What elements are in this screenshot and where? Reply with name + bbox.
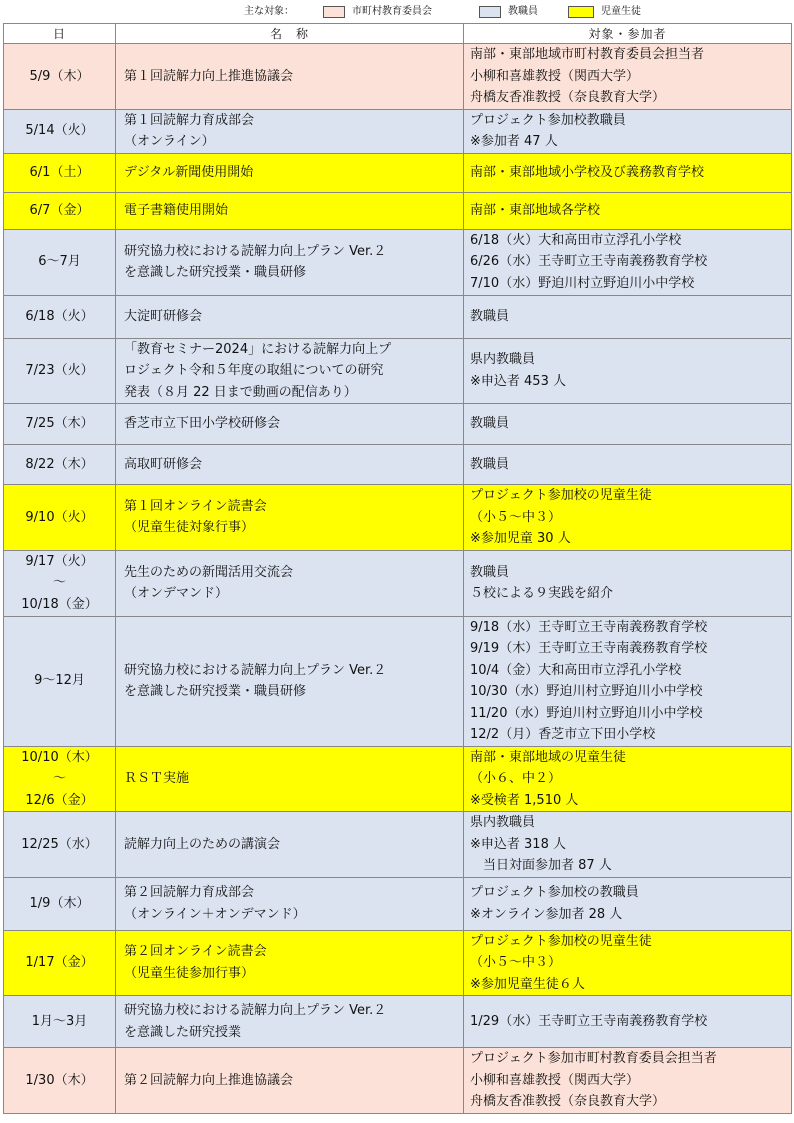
target-cell-line: 南部・東部地域の児童生徒: [470, 749, 627, 765]
date-cell-line: 1/9（木）: [29, 895, 90, 911]
target-cell-line: 7/10（水）野迫川村立野迫川小中学校: [470, 275, 695, 291]
target-cell: [464, 229, 792, 295]
date-cell: [4, 338, 116, 404]
target-cell-line: 教職員: [470, 456, 510, 472]
name-cell-line: 読解力向上のための講演会: [124, 836, 281, 852]
name-cell: [116, 550, 464, 616]
table-header: [4, 24, 792, 44]
target-cell-line: 1/29（水）王寺町立王寺南義務教育学校: [470, 1013, 708, 1029]
target-cell: [464, 44, 792, 110]
name-cell: [116, 109, 464, 153]
target-cell-line: ※申込者 318 人: [470, 836, 566, 852]
date-cell-line: 10/18（金）: [21, 596, 98, 612]
name-cell-line: を意識した研究授業・職員研修: [124, 265, 307, 280]
target-cell-line: 10/30（水）野迫川村立野迫川小中学校: [470, 684, 703, 699]
date-cell: [4, 746, 116, 812]
target-cell-line: 11/20（水）野迫川村立野迫川小中学校: [470, 705, 703, 721]
date-cell: [4, 485, 116, 551]
table-row: [4, 44, 792, 110]
legend-label-board: 市町村教育委員会: [352, 6, 432, 17]
date-cell-line: 5/14（火）: [25, 123, 94, 139]
date-cell-line: 1/30（木）: [25, 1072, 94, 1088]
legend-swatch-student: [568, 6, 594, 18]
date-cell-line: 7/25（木）: [25, 416, 94, 432]
name-cell-line: ＲＳＴ実施: [124, 771, 190, 786]
date-cell-line: 6/7（金）: [29, 202, 90, 218]
target-cell-line: 南部・東部地域各学校: [470, 202, 601, 218]
target-cell-line: ５校による９実践を紹介: [470, 586, 614, 601]
target-cell-line: （小６、中２）: [470, 771, 562, 786]
target-cell-line: 小柳和喜雄教授（関西大学）: [470, 68, 640, 84]
table-row: [4, 930, 792, 996]
table-row: [4, 338, 792, 404]
date-cell-line: 5/9（木）: [29, 68, 90, 84]
name-cell-line: デジタル新聞使用開始: [124, 164, 254, 180]
legend-label-staff: 教職員: [508, 6, 538, 17]
name-cell-line: 「教育セミナー2024」における読解力向上プ: [124, 341, 392, 357]
name-cell-line: ロジェクト令和５年度の取組についての研究: [124, 363, 384, 378]
target-cell: [464, 996, 792, 1048]
table-row: [4, 996, 792, 1048]
name-cell-line: を意識した研究授業: [124, 1024, 242, 1040]
schedule-table: [3, 23, 792, 1114]
date-cell: [4, 192, 116, 229]
legend-swatch-board: [323, 6, 345, 18]
name-cell-line: 研究協力校における読解力向上プラン Ver.２: [124, 662, 387, 678]
name-cell-line: 第１回読解力向上推進協議会: [124, 68, 294, 84]
target-cell-line: 10/4（金）大和高田市立浮孔小学校: [470, 662, 682, 678]
target-cell: [464, 812, 792, 878]
name-cell-line: （オンライン）: [124, 134, 215, 149]
date-cell: [4, 996, 116, 1048]
date-cell-line: 6/18（火）: [25, 308, 94, 324]
date-cell: [4, 153, 116, 192]
date-cell: [4, 877, 116, 930]
target-cell-line: 県内教職員: [470, 352, 536, 368]
table-body: [4, 44, 792, 1114]
date-cell: [4, 44, 116, 110]
name-cell-line: 第２回読解力育成部会: [124, 885, 255, 900]
target-cell: [464, 877, 792, 930]
target-cell: [464, 930, 792, 996]
date-cell-line: 12/6（金）: [25, 792, 94, 808]
date-cell-line: ～: [52, 575, 66, 591]
legend-label-student: 児童生徒: [601, 6, 641, 17]
date-cell-line: 8/22（木）: [25, 456, 94, 472]
header-target: 対象・参加者: [464, 24, 792, 44]
name-cell-line: （児童生徒参加行事）: [124, 965, 255, 981]
target-cell: [464, 1048, 792, 1114]
name-cell: [116, 1048, 464, 1114]
table-row: [4, 153, 792, 192]
name-cell: [116, 445, 464, 485]
name-cell: [116, 746, 464, 812]
legend: [0, 3, 794, 21]
name-cell-line: 電子書籍使用開始: [124, 202, 229, 218]
legend-swatch-staff: [479, 6, 501, 18]
target-cell-line: ※参加児童 30 人: [470, 531, 571, 546]
target-cell: [464, 404, 792, 445]
target-cell-line: 舟橋友香准教授（奈良教育大学）: [470, 1094, 666, 1109]
date-cell-line: 10/10（木）: [21, 749, 98, 765]
name-cell-line: 第１回オンライン読書会: [124, 498, 267, 514]
table-row: [4, 229, 792, 295]
target-cell-line: 当日対面参加者 87 人: [470, 858, 612, 873]
table-row: [4, 404, 792, 445]
target-cell-line: ※申込者 453 人: [470, 373, 566, 389]
target-cell: [464, 746, 792, 812]
date-cell-line: 1/17（金）: [25, 955, 94, 970]
date-cell: [4, 229, 116, 295]
target-cell-line: プロジェクト参加校教職員: [470, 112, 626, 128]
target-cell: [464, 445, 792, 485]
table-row: [4, 746, 792, 812]
target-cell-line: プロジェクト参加校の教職員: [470, 885, 639, 900]
name-cell: [116, 616, 464, 746]
target-cell-line: ※参加者 47 人: [470, 134, 558, 149]
target-cell-line: 6/26（水）王寺町立王寺南義務教育学校: [470, 254, 708, 270]
target-cell-line: プロジェクト参加校の児童生徒: [470, 488, 652, 503]
name-cell-line: 研究協力校における読解力向上プラン Ver.２: [124, 1003, 387, 1018]
target-cell-line: プロジェクト参加校の児童生徒: [470, 933, 652, 949]
name-cell-line: 香芝市立下田小学校研修会: [124, 416, 281, 432]
name-cell: [116, 153, 464, 192]
header-date: 日: [4, 24, 116, 44]
target-cell-line: ※参加児童生徒６人: [470, 976, 585, 992]
date-cell: [4, 404, 116, 445]
name-cell-line: 先生のための新聞活用交流会: [124, 564, 294, 580]
date-cell-line: 7/23（火）: [25, 363, 94, 378]
table-row: [4, 550, 792, 616]
name-cell: [116, 485, 464, 551]
target-cell: [464, 109, 792, 153]
target-cell-line: 9/18（水）王寺町立王寺南義務教育学校: [470, 619, 708, 635]
name-cell-line: 第１回読解力育成部会: [124, 112, 255, 128]
date-cell: [4, 109, 116, 153]
target-cell: [464, 550, 792, 616]
date-cell-line: 9/17（火）: [25, 553, 94, 569]
name-cell-line: （児童生徒対象行事）: [124, 520, 255, 536]
name-cell: [116, 404, 464, 445]
target-cell-line: 南部・東部地域市町村教育委員会担当者: [470, 47, 705, 62]
date-cell-line: 6/1（土）: [29, 164, 90, 180]
name-cell: [116, 295, 464, 338]
name-cell: [116, 812, 464, 878]
name-cell: [116, 930, 464, 996]
target-cell: [464, 338, 792, 404]
table-row: [4, 877, 792, 930]
target-cell-line: ※受検者 1,510 人: [470, 792, 579, 808]
date-cell: [4, 930, 116, 996]
name-cell: [116, 996, 464, 1048]
target-cell-line: 県内教職員: [470, 815, 536, 830]
target-cell-line: プロジェクト参加市町村教育委員会担当者: [470, 1051, 717, 1066]
table-row: [4, 109, 792, 153]
date-cell: [4, 1048, 116, 1114]
table-row: [4, 1048, 792, 1114]
target-cell: [464, 616, 792, 746]
target-cell-line: 9/19（木）王寺町立王寺南義務教育学校: [470, 641, 708, 656]
target-cell: [464, 192, 792, 229]
target-cell-line: （小５～中３）: [470, 509, 562, 525]
name-cell-line: 大淀町研修会: [124, 308, 203, 324]
target-cell: [464, 485, 792, 551]
target-cell-line: （小５～中３）: [470, 955, 562, 970]
target-cell-line: 12/2（月）香芝市立下田小学校: [470, 727, 656, 742]
target-cell-line: 教職員: [470, 564, 510, 580]
name-cell-line: 第２回読解力向上推進協議会: [124, 1072, 294, 1088]
date-cell: [4, 616, 116, 746]
header-name: 名 称: [116, 24, 464, 44]
target-cell-line: ※オンライン参加者 28 人: [470, 906, 623, 922]
date-cell: [4, 812, 116, 878]
target-cell: [464, 295, 792, 338]
table-row: [4, 485, 792, 551]
name-cell-line: 高取町研修会: [124, 456, 203, 472]
table-row: [4, 812, 792, 878]
table-row: [4, 445, 792, 485]
date-cell-line: ～: [52, 771, 66, 786]
name-cell-line: （オンライン＋オンデマンド）: [124, 906, 306, 922]
name-cell: [116, 877, 464, 930]
target-cell-line: 舟橋友香准教授（奈良教育大学）: [470, 90, 666, 105]
name-cell-line: 発表（８月 22 日まで動画の配信あり）: [124, 384, 357, 400]
date-cell-line: 12/25（水）: [21, 836, 98, 852]
name-cell-line: を意識した研究授業・職員研修: [124, 684, 307, 699]
legend-title: 主な対象：: [244, 6, 294, 17]
name-cell: [116, 229, 464, 295]
date-cell-line: 1月～3月: [31, 1013, 88, 1029]
date-cell-line: 9/10（火）: [25, 509, 94, 525]
target-cell-line: 教職員: [470, 416, 510, 432]
date-cell-line: 9～12月: [34, 673, 85, 689]
date-cell: [4, 295, 116, 338]
date-cell: [4, 445, 116, 485]
name-cell-line: 研究協力校における読解力向上プラン Ver.２: [124, 243, 387, 259]
target-cell-line: 6/18（火）大和高田市立浮孔小学校: [470, 232, 682, 248]
name-cell: [116, 44, 464, 110]
table-row: [4, 295, 792, 338]
name-cell-line: （オンデマンド）: [124, 586, 229, 601]
table-row: [4, 616, 792, 746]
target-cell-line: 小柳和喜雄教授（関西大学）: [470, 1072, 640, 1088]
date-cell: [4, 550, 116, 616]
target-cell-line: 南部・東部地域小学校及び義務教育学校: [470, 164, 705, 180]
target-cell-line: 教職員: [470, 308, 510, 324]
name-cell-line: 第２回オンライン読書会: [124, 944, 267, 960]
date-cell-line: 6～7月: [38, 254, 81, 270]
name-cell: [116, 192, 464, 229]
name-cell: [116, 338, 464, 404]
target-cell: [464, 153, 792, 192]
table-row: [4, 192, 792, 229]
